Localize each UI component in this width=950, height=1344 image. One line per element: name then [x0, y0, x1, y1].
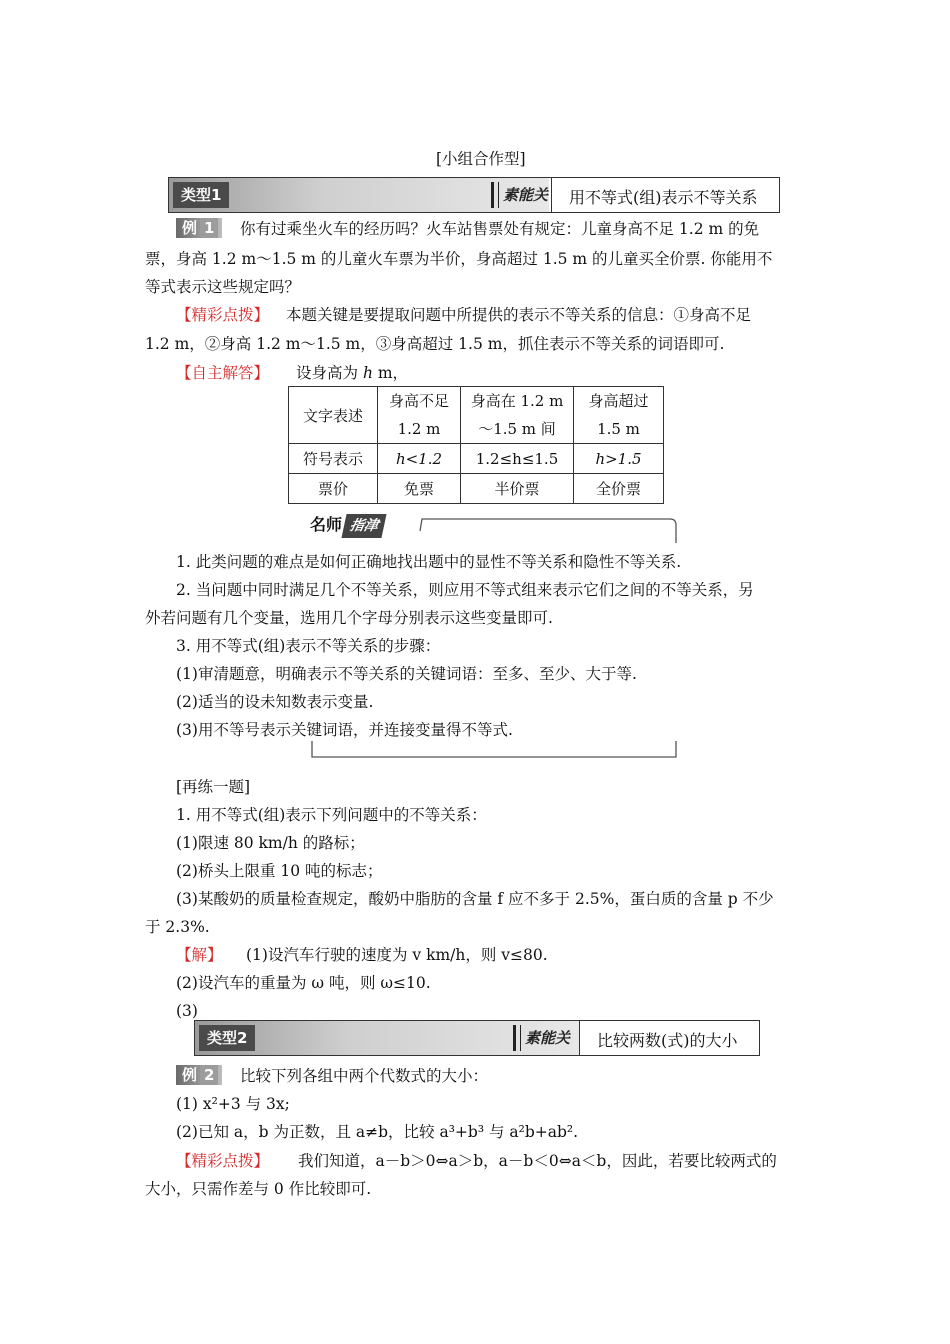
- example1-line-2: 票，身高 1.2 m～1.5 m 的儿童火车票为半价，身高超过 1.5 m 的儿童买全价票. 你能用不: [145, 250, 773, 268]
- answer1-text-b: m，: [372, 364, 409, 382]
- teacher-line-6: (2)适当的设未知数表示变量.: [176, 693, 374, 711]
- banner-separator: [579, 1021, 580, 1055]
- hint1-label: 【精彩点拨】: [176, 306, 270, 324]
- hint2-line-2: 大小，只需作差与 0 作比较即可.: [145, 1180, 372, 1198]
- practice-line-3: (2)桥头上限重 10 吨的标志；: [176, 862, 383, 880]
- hint2-label: 【精彩点拨】: [176, 1152, 270, 1170]
- practice-line-2: (1)限速 80 km/h 的路标；: [176, 834, 365, 852]
- teacher-line-5: (1)审清题意，明确表示不等关系的关键词语：至多、至少、大于等.: [176, 665, 637, 683]
- table-cell: 半价票: [461, 474, 574, 504]
- hint1-line-1: 本题关键是要提取问题中所提供的表示不等关系的信息：①身高不足: [286, 306, 752, 324]
- practice-title: [再练一题]: [176, 778, 251, 796]
- solution-label: 【解】: [176, 946, 223, 964]
- example-label-text: 例: [182, 219, 198, 237]
- cell-line: ～1.5 m 间: [478, 420, 556, 438]
- cell-line: 1.5 m: [597, 420, 640, 438]
- table-cell: 全价票: [574, 474, 664, 504]
- type-tag: 类型1: [173, 182, 229, 208]
- type2-banner: [194, 1020, 760, 1056]
- solution-line-3: (3): [176, 1002, 198, 1020]
- practice-line-1: 1. 用不等式(组)表示下列问题中的不等关系：: [176, 806, 487, 824]
- example1-line-1: 你有过乘坐火车的经历吗？火车站售票处有规定：儿童身高不足 1.2 m 的免: [240, 220, 760, 238]
- table-row: [289, 387, 664, 444]
- table-cell: 符号表示: [289, 444, 378, 474]
- section-title: [小组合作型]: [436, 150, 526, 168]
- banner-separator: [551, 178, 552, 212]
- cell-line: 身高在 1.2 m: [470, 392, 564, 410]
- example2-line-3: (2)已知 a，b 为正数，且 a≠b，比较 a³+b³ 与 a²b+ab².: [176, 1123, 579, 1141]
- example2-line-2: (1) x²+3 与 3x;: [176, 1095, 290, 1113]
- answer1-var: h: [362, 364, 373, 382]
- teacher-line-1: 1. 此类问题的难点是如何正确地找出题中的显性不等关系和隐性不等关系.: [176, 553, 682, 571]
- example2-line-1: 比较下列各组中两个代数式的大小：: [240, 1067, 489, 1085]
- solution-line-2: (2)设汽车的重量为 ω 吨，则 ω≤10.: [176, 974, 431, 992]
- table-row: [289, 444, 664, 474]
- answer1-text-a: 设身高为: [296, 364, 363, 382]
- type1-banner: [168, 177, 780, 213]
- table-cell: [378, 387, 461, 444]
- example-label: [176, 218, 222, 238]
- teacher-title-a: 名师: [310, 515, 343, 534]
- table-cell: [461, 387, 574, 444]
- type-tag: 类型2: [199, 1025, 255, 1051]
- table-cell: 文字表述: [289, 387, 378, 444]
- teacher-title-b: 指津: [341, 514, 386, 538]
- banner-topic: 用不等式(组)表示不等关系: [569, 188, 758, 207]
- example-number: 1: [200, 218, 218, 238]
- table-cell: 票价: [289, 474, 378, 504]
- banner-topic: 比较两数(式)的大小: [597, 1031, 738, 1050]
- answer1-text: [296, 362, 408, 384]
- example-number: 2: [200, 1065, 218, 1085]
- example-label: [176, 1065, 222, 1085]
- table-cell: [574, 387, 664, 444]
- table-cell: h<1.2: [378, 444, 461, 474]
- table-cell: 免票: [378, 474, 461, 504]
- table-row: [289, 474, 664, 504]
- height-ticket-table: [288, 386, 664, 504]
- teacher-line-4: 3. 用不等式(组)表示不等关系的步骤：: [176, 637, 441, 655]
- answer1-label: 【自主解答】: [176, 364, 270, 382]
- skill-label: 素能关: [525, 1029, 571, 1047]
- hint1-line-2: 1.2 m，②身高 1.2 m～1.5 m，③身高超过 1.5 m，抓住表示不等关系的词语即可.: [145, 335, 725, 353]
- practice-line-5: 于 2.3%.: [145, 918, 210, 936]
- solution-line-1: (1)设汽车行驶的速度为 v km/h，则 v≤80.: [246, 946, 548, 964]
- teacher-line-3: 外若问题有几个变量，选用几个字母分别表示这些变量即可.: [145, 609, 553, 627]
- practice-line-4: (3)某酸奶的质量检查规定，酸奶中脂肪的含量 f 应不多于 2.5%，蛋白质的含量 p 不少: [176, 890, 774, 908]
- cell-line: 身高不足: [388, 392, 449, 410]
- cell-line: 身高超过: [588, 392, 649, 410]
- table-cell: 1.2≤h≤1.5: [461, 444, 574, 474]
- hint2-line-1: 我们知道，a－b＞0⇔a＞b，a－b＜0⇔a＜b，因此，若要比较两式的: [298, 1152, 777, 1170]
- example-label-text: 例: [182, 1066, 198, 1084]
- teacher-line-2: 2. 当问题中同时满足几个不等关系，则应用不等式组来表示它们之间的不等关系，另: [176, 581, 754, 599]
- cell-line: 1.2 m: [397, 420, 441, 438]
- teacher-line-7: (3)用不等号表示关键词语，并连接变量得不等式.: [176, 721, 513, 739]
- example1-line-3: 等式表示这些规定吗？: [145, 278, 301, 296]
- divider-bars-icon: [491, 182, 499, 208]
- divider-bars-icon: [513, 1025, 521, 1051]
- table-cell: h>1.5: [574, 444, 664, 474]
- skill-label: 素能关: [503, 186, 549, 204]
